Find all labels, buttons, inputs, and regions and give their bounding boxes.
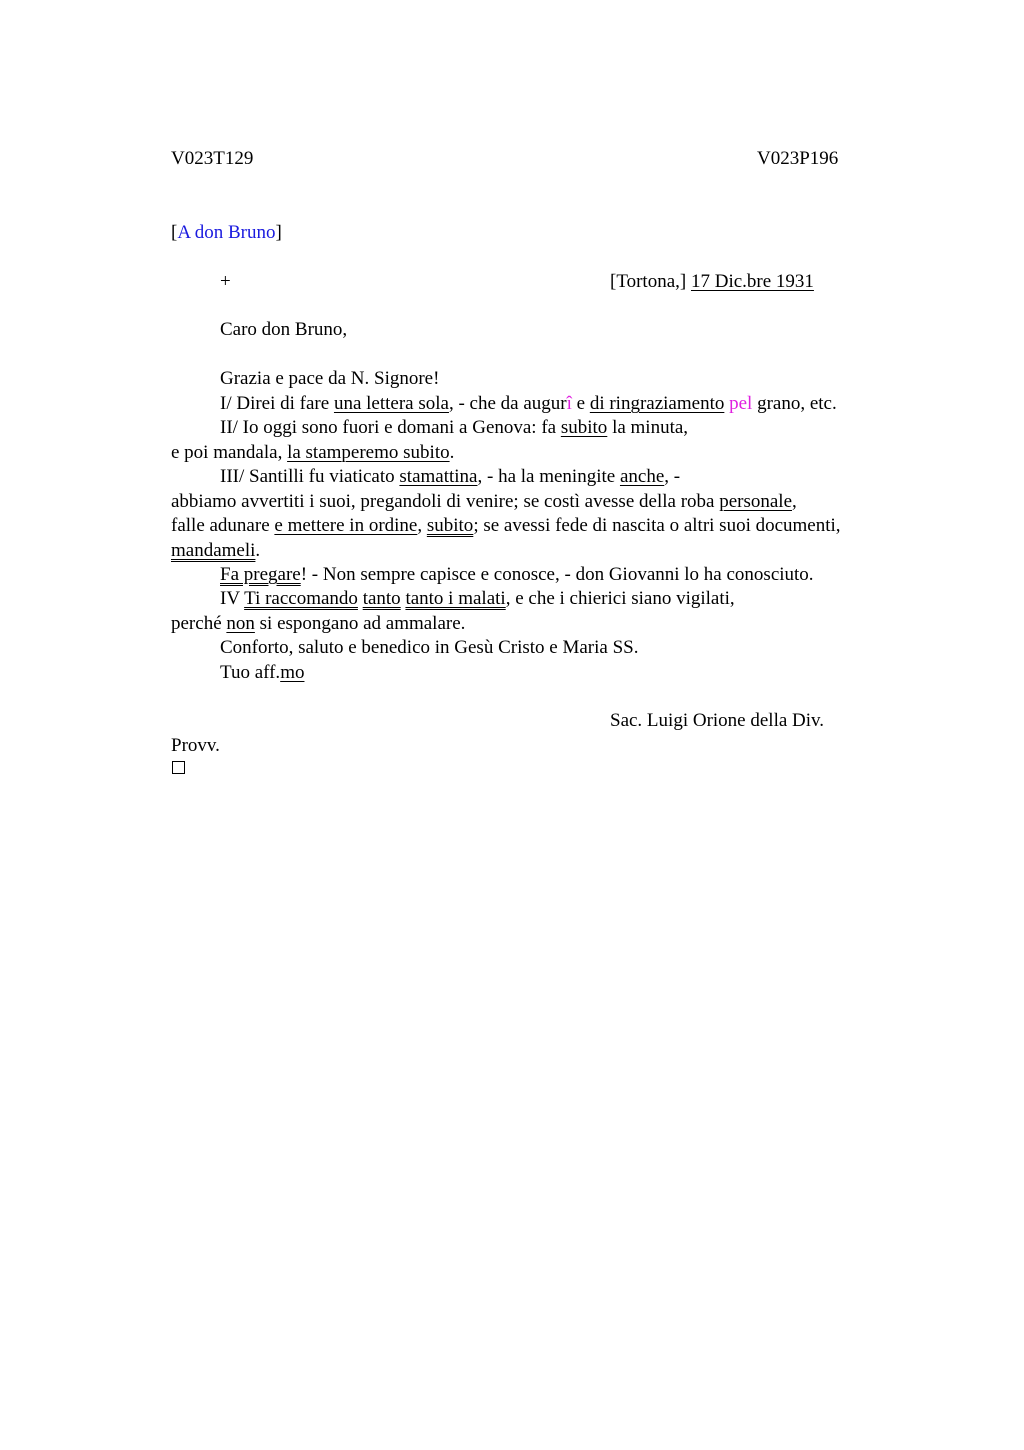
underlined-text: e mettere in ordine: [274, 515, 418, 536]
greeting: Grazia e pace da N. Signore!: [220, 368, 440, 389]
text: IV: [220, 588, 245, 609]
text: II/ Io oggi sono fuori e domani a Genova: fa: [220, 417, 561, 438]
editorial-letter: î: [566, 393, 572, 414]
closing: Conforto, saluto e benedico in Gesù Cristo e Maria SS.: [220, 637, 639, 658]
text: ; se avessi fede di nascita o altri suoi documenti,: [473, 515, 841, 536]
volume-text-code: V023T129: [171, 148, 254, 169]
text: perché: [171, 613, 227, 634]
text: .: [255, 540, 261, 561]
salutation: Caro don Bruno,: [220, 319, 348, 340]
text: ,: [792, 491, 797, 512]
bracket-open: [: [171, 222, 178, 243]
underlined-text: mo: [280, 662, 305, 683]
paragraph-1: [220, 394, 837, 413]
paragraph-5-line-1: [220, 589, 735, 608]
text: , -: [664, 466, 681, 487]
underlined-text: non: [226, 613, 255, 634]
text: , e che i chierici siano vigilati,: [505, 588, 735, 609]
paragraph-4: [220, 565, 814, 584]
date: 17 Dic.bre 1931: [690, 271, 814, 292]
signature-line-1: Sac. Luigi Orione della Div.: [610, 710, 825, 731]
text: e: [571, 393, 590, 414]
text: .: [449, 442, 455, 463]
text: e poi mandala,: [171, 442, 288, 463]
text: falle adunare: [171, 515, 275, 536]
paragraph-2-line-2: [171, 443, 454, 462]
text: si espongano ad ammalare.: [254, 613, 466, 634]
double-underlined-text: tanto: [362, 588, 401, 609]
paragraph-3-line-2: [171, 492, 797, 511]
text: ,: [417, 515, 427, 536]
bracket-close: ]: [275, 222, 282, 243]
recipient-heading: [171, 223, 282, 242]
text: I/ Direi di fare: [220, 393, 334, 414]
underlined-text: personale: [719, 491, 793, 512]
underlined-text: subito: [560, 417, 608, 438]
double-underlined-text: subito: [426, 515, 474, 536]
paragraph-2-line-1: [220, 418, 688, 437]
signature-line-2: Provv.: [171, 735, 220, 756]
underlined-text: di ringraziamento: [589, 393, 725, 414]
recipient-name: A don Bruno: [177, 222, 276, 243]
editorial-word: pel: [729, 393, 753, 414]
text: ! - Non sempre capisce e conosce, - don Giovanni lo ha conosciuto.: [300, 564, 814, 585]
text: la minuta,: [607, 417, 689, 438]
text: abbiamo avvertiti i suoi, pregandoli di venire; se costì avesse della roba: [171, 491, 720, 512]
paragraph-3-line-1: [220, 467, 680, 486]
text: Tuo aff.: [220, 662, 281, 683]
text: , - che da augur: [448, 393, 567, 414]
dateline: [610, 272, 814, 291]
sign-off: [220, 663, 304, 682]
double-underlined-text: Fa pregare: [220, 564, 301, 585]
double-underlined-text: tanto i malati: [405, 588, 506, 609]
paragraph-3-line-4: [171, 541, 260, 560]
underlined-text: la stamperemo subito: [287, 442, 450, 463]
underlined-text: stamattina: [399, 466, 478, 487]
text: , - ha la meningite: [477, 466, 620, 487]
paragraph-5-line-2: [171, 614, 465, 633]
cross-symbol: +: [220, 271, 231, 292]
text: grano, etc.: [752, 393, 837, 414]
double-underlined-text: Ti raccomando: [244, 588, 358, 609]
paragraph-3-line-3: [171, 516, 841, 535]
double-underlined-text: mandameli: [171, 540, 256, 561]
text: III/ Santilli fu viaticato: [220, 466, 400, 487]
volume-page-code: V023P196: [757, 148, 839, 169]
checkbox-icon: [172, 761, 185, 774]
underlined-text: anche: [619, 466, 665, 487]
underlined-text: una lettera sola: [333, 393, 449, 414]
place: [Tortona,]: [610, 271, 687, 292]
